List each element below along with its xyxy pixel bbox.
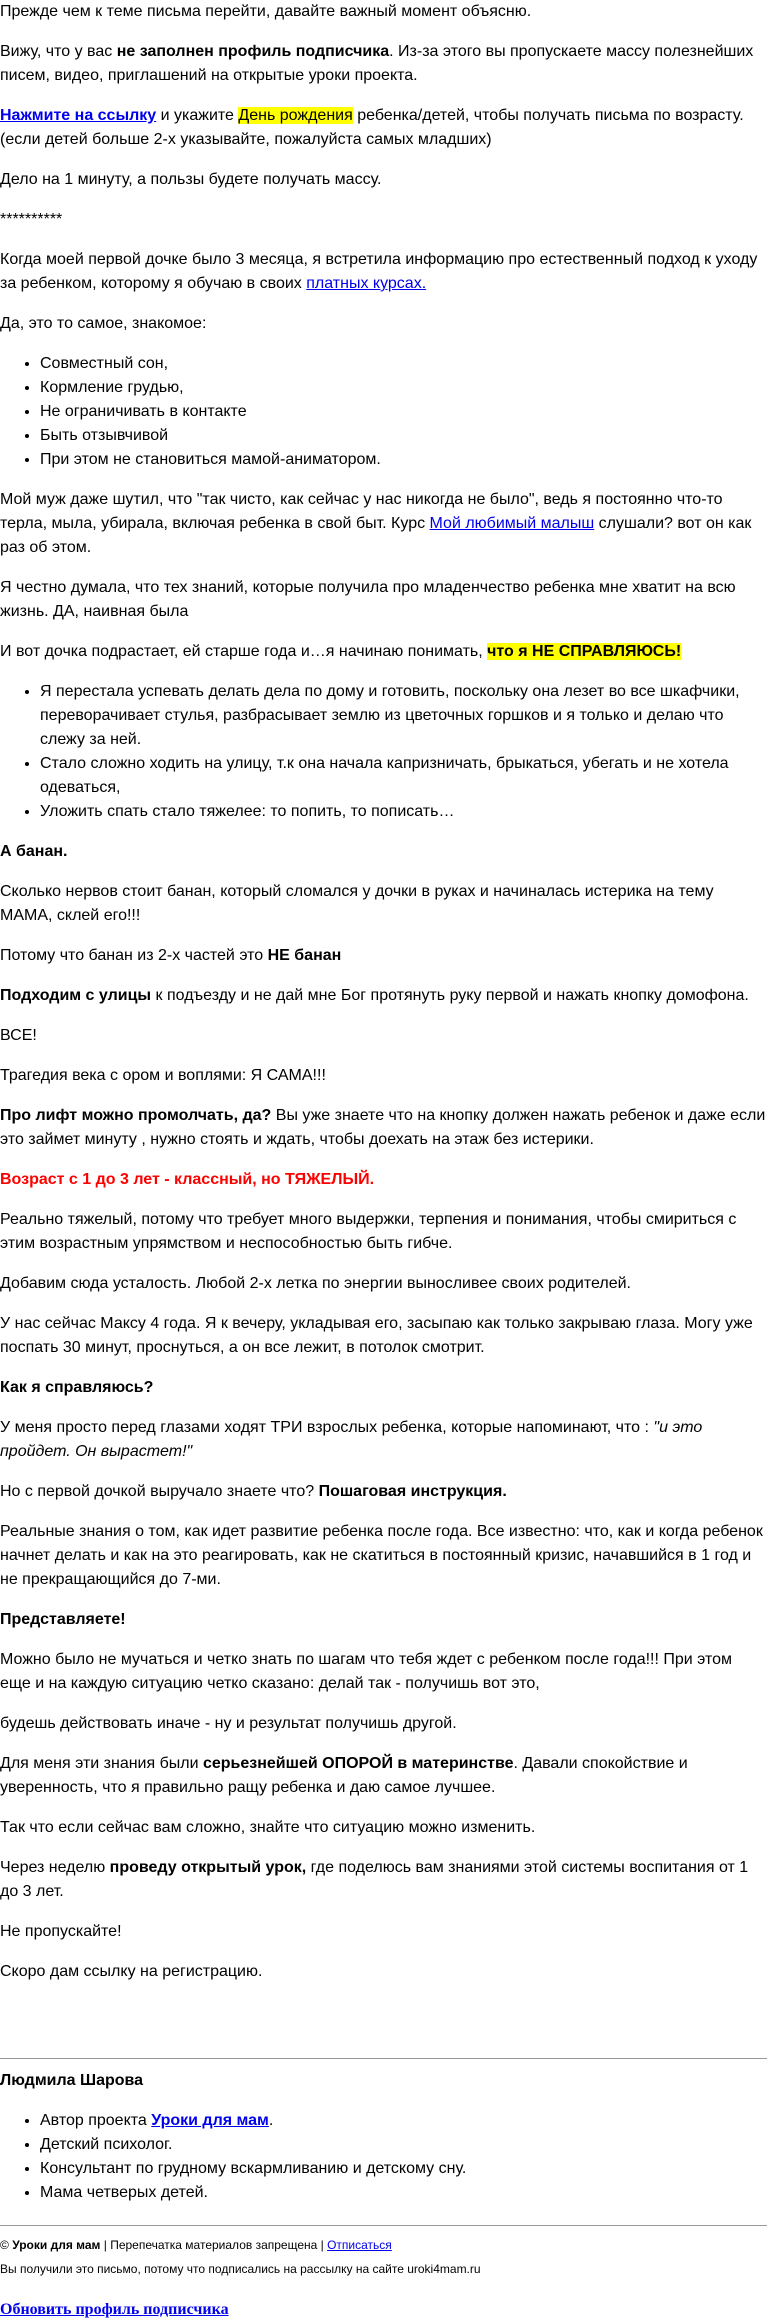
lesson-text-end: где поделюсь вам знаниями этой системы воспитания от 1 до 3 лет.	[0, 1859, 749, 1900]
favorite-baby-course-link[interactable]: Мой любимый малыш	[429, 515, 595, 532]
lesson-text: Через неделю	[0, 1859, 110, 1876]
tired-paragraph: Добавим сюда усталость. Любой 2-х летка по энергии выносливее своих родителей.	[0, 1275, 631, 1292]
support-bold: серьезнейшей ОПОРОЙ в материнстве	[202, 1755, 514, 1772]
maks-paragraph: У нас сейчас Максу 4 года. Я к вечеру, укладывая его, засыпаю как только закрываю глаза. Могу уже поспать 30 минут, проснуться, а он все лежит, в потолок смотрит.	[0, 1315, 753, 1356]
street-paragraph	[0, 984, 767, 1008]
cta-text: и укажите	[156, 107, 239, 124]
hard-paragraph: Реально тяжелый, потому что требует много выдержки, терпения и понимания, чтобы смириться с этим возрастным упрямством и неспособностью быть гибче.	[0, 1211, 737, 1252]
imagine-bold: Представляете!	[0, 1611, 126, 1628]
banana-title-text: А банан.	[0, 843, 68, 860]
footer-copyright	[0, 2236, 767, 2254]
list-item	[40, 2109, 767, 2133]
banana-not-paragraph	[0, 944, 767, 968]
project-link[interactable]: Уроки для мам	[151, 2112, 269, 2129]
signature-list	[0, 2109, 767, 2205]
support-paragraph	[0, 1752, 767, 1800]
banana-title	[0, 840, 767, 864]
paid-courses-link[interactable]: платных курсах.	[306, 275, 427, 292]
three-quote: "и это пройдет. Он вырастет!"	[0, 1419, 703, 1460]
stars-divider: **********	[0, 211, 63, 228]
grow-paragraph	[0, 640, 767, 664]
cta-paragraph	[0, 104, 767, 152]
step-by-step-bold: Пошаговая инструкция.	[318, 1483, 507, 1500]
naive-paragraph: Я честно думала, что тех знаний, которые получила про младенчество ребенка мне хватит на всю жизнь. ДА, наивная была	[0, 579, 736, 620]
list-item: • Стало сложно ходить на улицу, т.к она начала капризничать, брыкаться, убегать и не хотела одеваться,	[40, 752, 767, 800]
familiar-paragraph: Да, это то самое, знакомое:	[0, 315, 207, 332]
not-coping-highlight: что я НЕ СПРАВЛЯЮСЬ!	[487, 643, 682, 660]
lift-bold: Про лифт можно промолчать, да?	[0, 1107, 272, 1124]
all-paragraph: ВСЕ!	[0, 1027, 37, 1044]
list-item: • Уложить спать стало тяжелее: то попить, то пописать…	[40, 800, 767, 824]
imagine-paragraph	[0, 1608, 767, 1632]
list-item: • Я перестала успевать делать дела по дому и готовить, поскольку она лезет во все шкафчики, переворачивает стулья, разбрасывает землю из цветочных горшков и я только и делаю что слежу за ней.	[40, 680, 767, 752]
copyright-sign: ©	[0, 2238, 13, 2252]
warning-text: Вижу, что у вас	[0, 43, 117, 60]
first-daughter-text: Но с первой дочкой выручало знаете что?	[0, 1483, 319, 1500]
update-profile-link[interactable]: Обновить профиль подписчика	[0, 2301, 229, 2318]
husband-text: Мой муж даже шутил, что "так чисто, как сейчас у нас никогда не было", ведь я постоянно что-то терла, мыла, убирала, включая ребенка в свой быт. Курс	[0, 491, 723, 532]
profile-warning-paragraph	[0, 40, 767, 88]
three-children-paragraph	[0, 1416, 767, 1464]
footer-brand: Уроки для мам	[12, 2238, 101, 2252]
grow-text: И вот дочка подрастает, ей старше года и…я начинаю понимать,	[0, 643, 488, 660]
list-item: • Кормление грудью,	[40, 376, 767, 400]
story-text: Когда моей первой дочке было 3 месяца, я встретила информацию про естественный подход к уходу за ребенком, которому я обучаю в своих	[0, 251, 758, 292]
husband-text-end: слушали? вот он как раз об этом.	[0, 515, 752, 556]
age-heading: Возраст с 1 до 3 лет - классный, но ТЯЖЕЛЫЙ.	[0, 1171, 375, 1188]
street-bold: Подходим с улицы	[0, 987, 152, 1004]
footer-reason: Вы получили это письмо, потому что подписались на рассылку на сайте uroki4mam.ru	[0, 2262, 481, 2276]
click-link[interactable]: Нажмите на ссылку	[0, 107, 157, 124]
spacer	[0, 2000, 767, 2058]
signature-name: Людмила Шарова	[0, 2072, 144, 2089]
three-text: У меня просто перед глазами ходят ТРИ взрослых ребенка, которые напоминают, что :	[0, 1419, 654, 1436]
footer	[0, 2236, 767, 2278]
banana-not-bold: НЕ банан	[267, 947, 342, 964]
otherwise-paragraph: будешь действовать иначе - ну и результат получишь другой.	[0, 1715, 457, 1732]
first-daughter-paragraph	[0, 1480, 767, 1504]
birthday-highlight: День рождения	[238, 107, 353, 124]
lesson-paragraph	[0, 1856, 767, 1904]
list-item: • Совместный сон,	[40, 352, 767, 376]
husband-paragraph	[0, 488, 767, 560]
soon-paragraph: Скоро дам ссылку на регистрацию.	[0, 1963, 263, 1980]
author-text-end: .	[268, 2112, 274, 2129]
unsubscribe-link[interactable]: Отписаться	[327, 2238, 392, 2252]
how-title-text: Как я справляюсь?	[0, 1379, 154, 1396]
possible-paragraph: Можно было не мучаться и четко знать по шагам что тебя ждет с ребенком после года!!! При этом еще и на каждую ситуацию четко сказано: делай так - получишь вот это,	[0, 1651, 733, 1692]
support-text-end: . Давали спокойствие и уверенность, что я правильно ращу ребенка и даю самое лучшее.	[0, 1755, 688, 1796]
banana-paragraph: Сколько нервов стоит банан, который сломался у дочки в руках и начиналась истерика на тему МАМА, склей его!!!	[0, 883, 714, 924]
street-text: к подъезду и не дай мне Бог протянуть руку первой и нажать кнопку домофона.	[151, 987, 749, 1004]
list-item: • Мама четверых детей.	[40, 2181, 767, 2205]
list-item: • При этом не становиться мамой-аниматором.	[40, 448, 767, 472]
warning-text-end: . Из-за этого вы пропускаете массу полезнейших писем, видео, приглашений на открытые уроки проекта.	[0, 43, 754, 84]
intro-paragraph: Прежде чем к теме письма перейти, давайте важный момент объясню.	[0, 3, 532, 20]
tragedy-paragraph: Трагедия века с ором и воплями: Я САМА!!!	[0, 1067, 326, 1084]
banana-not-text: Потому что банан из 2-х частей это	[0, 947, 268, 964]
author-text: Автор проекта	[40, 2112, 152, 2129]
story-paragraph	[0, 248, 767, 296]
lift-paragraph	[0, 1104, 767, 1152]
lift-text: Вы уже знаете что на кнопку должен нажать ребенок и даже если это займет минуту , нужно стоять и ждать, чтобы доехать на этаж без истерики.	[0, 1107, 766, 1148]
footer-notice: | Перепечатка материалов запрещена |	[100, 2238, 328, 2252]
change-paragraph: Так что если сейчас вам сложно, знайте что ситуацию можно изменить.	[0, 1819, 536, 1836]
support-text: Для меня эти знания были	[0, 1755, 203, 1772]
principles-list	[0, 352, 767, 472]
problems-list	[0, 680, 767, 824]
warning-bold: не заполнен профиль подписчика	[116, 43, 390, 60]
knowledge-paragraph: Реальные знания о том, как идет развитие ребенка после года. Все известно: что, как и когда ребенок начнет делать и как на это реагировать, как не скатиться в постоянный кризис, начавшийся в 1 год и не прекращающийся до 7-ми.	[0, 1523, 763, 1588]
list-item: • Не ограничивать в контакте	[40, 400, 767, 424]
how-title	[0, 1376, 767, 1400]
minute-paragraph: Дело на 1 минуту, а пользы будете получать массу.	[0, 171, 382, 188]
list-item: • Быть отзывчивой	[40, 424, 767, 448]
cta-text-end: ребенка/детей, чтобы получать письма по возрасту.	[352, 107, 744, 124]
dont-miss-paragraph: Не пропускайте!	[0, 1923, 122, 1940]
list-item: • Детский психолог.	[40, 2133, 767, 2157]
cta-note: (если детей больше 2-х указывайте, пожалуйста самых младших)	[0, 131, 492, 148]
lesson-bold: проведу открытый урок,	[109, 1859, 307, 1876]
list-item: • Консультант по грудному вскармливанию и детскому сну.	[40, 2157, 767, 2181]
